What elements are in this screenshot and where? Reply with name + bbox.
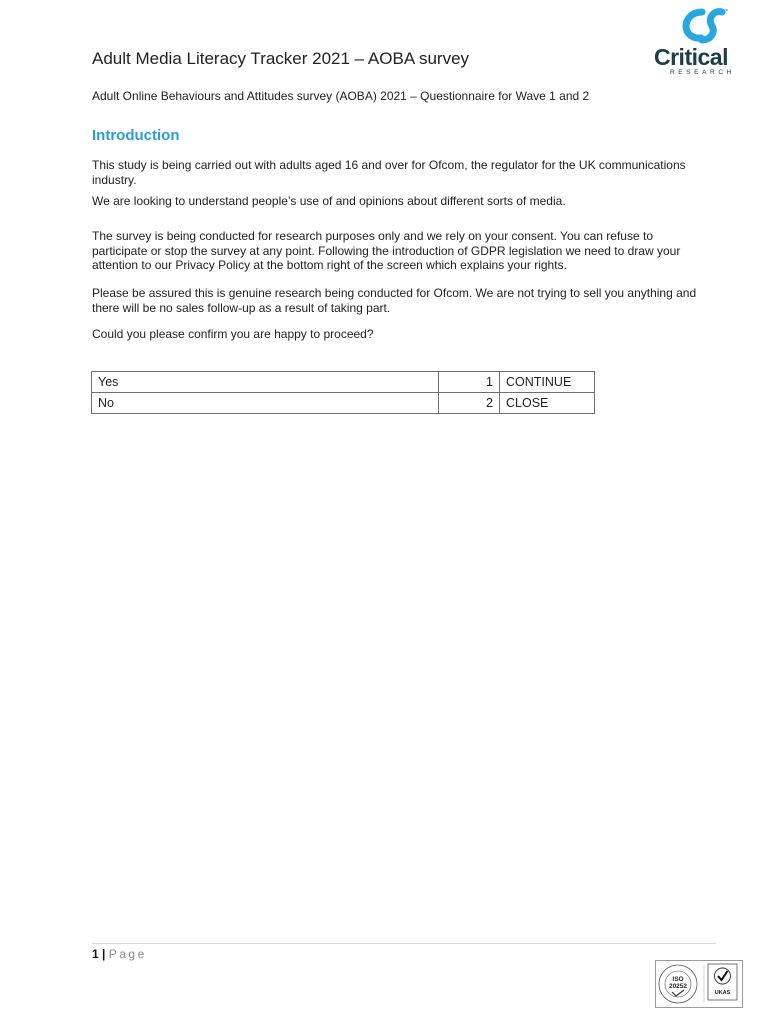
consent-question: Could you please confirm you are happy to proceed? [92,327,374,341]
svg-text:™: ™ [724,8,728,13]
answer-code: 2 [439,393,500,414]
page-number: 1 [92,947,99,961]
ukas-badge-icon [708,964,737,1000]
answer-row-yes[interactable] [92,372,595,393]
iso-number: 20252 [668,983,688,990]
critical-research-logo-mark [680,6,730,46]
section-heading-introduction: Introduction [92,127,180,144]
document-subtitle: Adult Online Behaviours and Attitudes survey (AOBA) 2021 – Questionnaire for Wave 1 and 2 [92,89,590,103]
iso-20252-badge-icon [659,965,697,1003]
page-label: Page [108,947,147,961]
answer-label: Yes [92,372,439,393]
page-separator: | [102,947,106,961]
intro-paragraph: The survey is being conducted for research purposes only and we rely on your consent. You can refuse to participate or stop the survey at any point. Following the introduction of GDPR legislation we need to draw your attention to our Privacy Policy at the bottom right of the screen which explains your rights. [92,229,681,272]
logo-wordmark: Critical [654,44,728,70]
answer-code: 1 [439,372,500,393]
footer-divider [92,943,716,944]
iso-label: ISO [672,976,684,983]
document-title: Adult Media Literacy Tracker 2021 – AOBA survey [92,49,470,68]
intro-paragraph: We are looking to understand people’s use of and opinions about different sorts of media. [92,194,566,208]
answer-action: CLOSE [500,393,595,414]
answer-label: No [92,393,439,414]
answer-options-table [91,371,595,414]
answer-row-no[interactable] [92,393,595,414]
intro-paragraph: Please be assured this is genuine research being conducted for Ofcom. We are not trying to sell you anything and there will be no sales follow-up as a result of taking part. [92,286,697,315]
page-footer [92,947,147,961]
critical-research-logo [652,6,744,78]
answer-action: CONTINUE [500,372,595,393]
intro-paragraph: This study is being carried out with adults aged 16 and over for Ofcom, the regulator for the UK communications industry. [92,158,686,187]
ukas-label: UKAS [714,990,731,996]
logo-subtitle: RESEARCH [670,69,735,76]
certification-badges [655,960,743,1008]
